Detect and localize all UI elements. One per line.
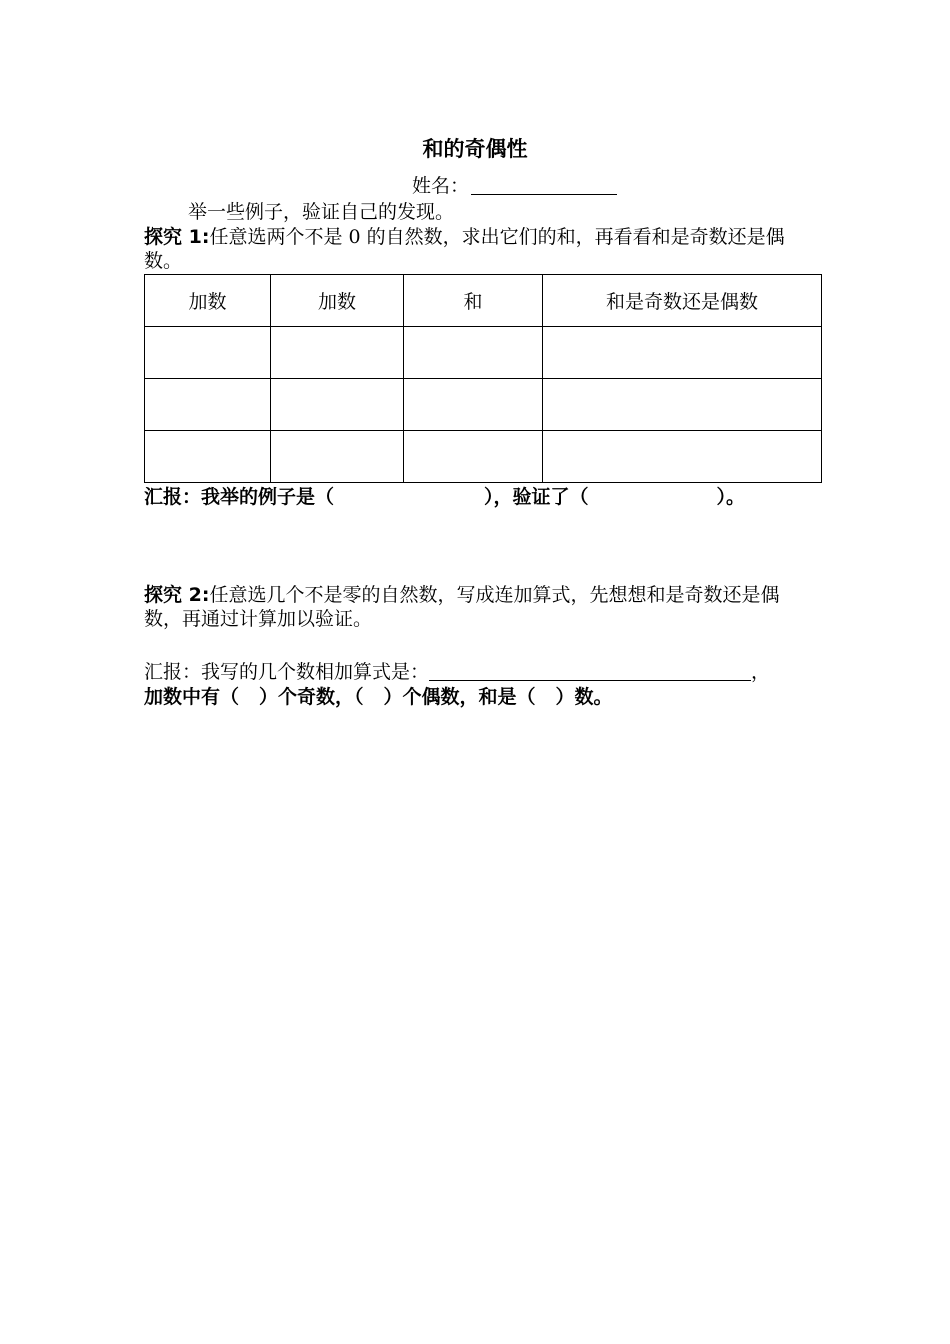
- report-1-part1: 我举的例子是（: [201, 486, 335, 508]
- table-cell[interactable]: [271, 379, 404, 431]
- equation-blank[interactable]: [429, 660, 751, 681]
- header-addend-2: 加数: [271, 275, 404, 327]
- task-2-text: 任意选几个不是零的自然数，写成连加算式，先想想和是奇数还是偶数，再通过计算加以验证。: [144, 584, 780, 630]
- report-3: [144, 684, 613, 710]
- table-cell[interactable]: [145, 379, 271, 431]
- table-cell[interactable]: [543, 431, 822, 483]
- table-row: [145, 327, 822, 379]
- table-cell[interactable]: [543, 327, 822, 379]
- results-table: [144, 274, 822, 483]
- report-3-part2: ）个奇数，（: [259, 686, 364, 708]
- report-3-part1: 加数中有（: [144, 686, 240, 708]
- name-field[interactable]: [471, 174, 617, 195]
- report-1: [144, 484, 745, 510]
- report-2-text: 我写的几个数相加算式是：: [201, 661, 430, 683]
- table-header-row: [145, 275, 822, 327]
- header-sum: 和: [404, 275, 543, 327]
- table-cell[interactable]: [145, 327, 271, 379]
- table-cell[interactable]: [404, 327, 543, 379]
- task-2-lead: 探究 2:: [144, 584, 210, 606]
- table-cell[interactable]: [404, 431, 543, 483]
- header-addend-1: 加数: [145, 275, 271, 327]
- report-1-part2: ），验证了（: [484, 486, 589, 508]
- report-3-part4: ）数。: [555, 686, 613, 708]
- report-1-lead: 汇报：: [144, 486, 202, 508]
- name-label: 姓名：: [412, 175, 470, 197]
- table-row: [145, 431, 822, 483]
- report-3-part3: ）个偶数，和是（: [383, 686, 536, 708]
- page-title: 和的奇偶性: [422, 137, 528, 161]
- name-line: [412, 173, 617, 199]
- task-1-lead: 探究 1:: [144, 226, 210, 248]
- intro-text: 举一些例子，验证自己的发现。: [188, 201, 455, 223]
- table-cell[interactable]: [271, 327, 404, 379]
- task-1-text: 任意选两个不是 0 的自然数，求出它们的和，再看看和是奇数还是偶数。: [144, 226, 785, 272]
- report-2-tail: ，: [751, 661, 771, 683]
- report-2-lead: 汇报：: [144, 661, 202, 683]
- table-cell[interactable]: [271, 431, 404, 483]
- task-2: [144, 583, 809, 631]
- table-cell[interactable]: [145, 431, 271, 483]
- table-cell[interactable]: [543, 379, 822, 431]
- task-1: [144, 225, 809, 273]
- report-1-part3: ）。: [716, 486, 746, 508]
- header-parity: 和是奇数还是偶数: [543, 275, 822, 327]
- report-2: [144, 659, 770, 685]
- table-cell[interactable]: [404, 379, 543, 431]
- table-row: [145, 379, 822, 431]
